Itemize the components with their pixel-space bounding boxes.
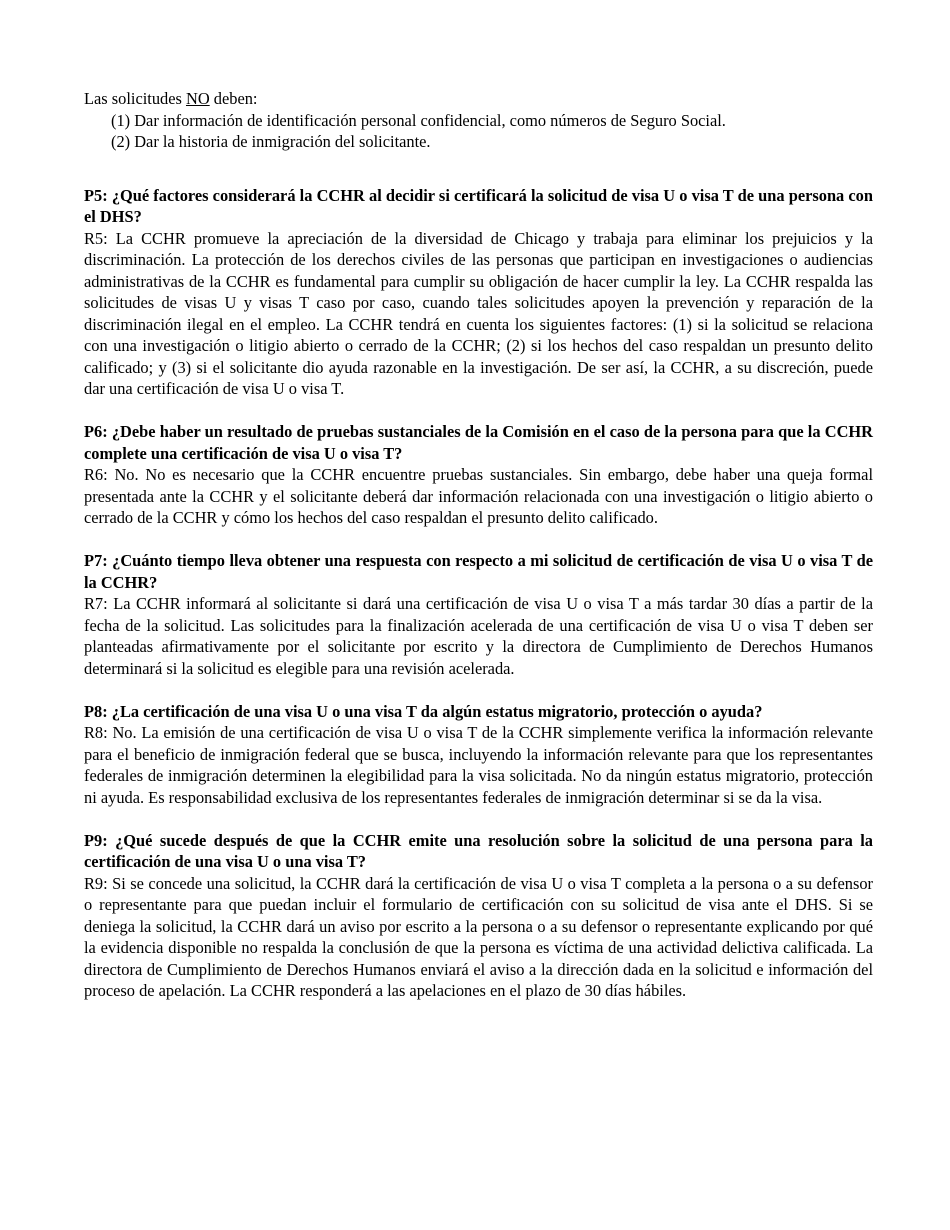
intro-section xyxy=(84,88,873,153)
intro-emphasis: NO xyxy=(185,89,210,108)
answer-r6: R6: No. No es necesario que la CCHR encuentre pruebas sustanciales. Sin embargo, debe haber una queja formal presentada ante la CCHR y el solicitante deberá dar información relacionada con una investigación o litigio abierto o cerrado de la CCHR y cómo los hechos del caso respaldan el presunto delito calificado. xyxy=(84,465,873,527)
intro-suffix: deben: xyxy=(213,89,258,108)
intro-prefix: Las solicitudes xyxy=(84,89,182,108)
list-item: (2) Dar la historia de inmigración del solicitante. xyxy=(111,132,431,151)
intro-list xyxy=(84,110,873,153)
question-p9: P9: ¿Qué sucede después de que la CCHR emite una resolución sobre la solicitud de una persona para la certificación de una visa U o una visa T? xyxy=(84,830,873,871)
qa-block-p5 xyxy=(84,185,873,400)
list-item: (1) Dar información de identificación personal confidencial, como números de Seguro Social. xyxy=(111,110,726,130)
question-p5: P5: ¿Qué factores considerará la CCHR al decidir si certificará la solicitud de visa U o visa T de una persona con el DHS? xyxy=(84,185,873,226)
intro-heading xyxy=(84,88,873,110)
answer-r9: R9: Si se concede una solicitud, la CCHR dará la certificación de visa U o visa T completa a la persona o a su defensor o representante para que puedan incluir el formulario de certificación con su solicitud de visa ante el DHS. Si se deniega la solicitud, la CCHR dará un aviso por escrito a la persona o a su defensor o representante explicando por qué la evidencia disponible no respalda la conclusión de que la persona es víctima de una actividad delictiva calificada. La directora de Cumplimiento de Derechos Humanos enviará el aviso a la dirección dada en la solicitud e información del proceso de apelación. La CCHR responderá a las apelaciones en el plazo de 30 días hábiles. xyxy=(84,873,873,1000)
question-p8: P8: ¿La certificación de una visa U o una visa T da algún estatus migratorio, protección o ayuda? xyxy=(84,701,763,721)
question-p7: P7: ¿Cuánto tiempo lleva obtener una respuesta con respecto a mi solicitud de certificación de visa U o visa T de la CCHR? xyxy=(84,551,873,592)
answer-r5: R5: La CCHR promueve la apreciación de la diversidad de Chicago y trabaja para eliminar los prejuicios y la discriminación. La protección de los derechos civiles de las personas que participan en investigaciones o audiencias administrativas de la CCHR es fundamental para cumplir su obligación de hacer cumplir la ley. La CCHR respalda las solicitudes de visas U y visas T caso por caso, cuando tales solicitudes apoyen la prevención y reparación de la discriminación ilegal en el empleo. La CCHR tendrá en cuenta los siguientes factores: (1) si la solicitud se relaciona con una investigación o litigio abierto o cerrado de la CCHR; (2) si los hechos del caso respaldan un presunto delito calificado; y (3) si el solicitante dio ayuda razonable en la investigación. De ser así, la CCHR, a su discreción, puede dar una certificación de visa U o visa T. xyxy=(84,228,873,398)
qa-block-p8 xyxy=(84,701,873,809)
question-p6: P6: ¿Debe haber un resultado de pruebas sustanciales de la Comisión en el caso de la persona para que la CCHR complete una certificación de visa U o visa T? xyxy=(84,422,873,463)
qa-block-p9 xyxy=(84,830,873,1002)
qa-block-p7 xyxy=(84,550,873,679)
answer-r7: R7: La CCHR informará al solicitante si dará una certificación de visa U o visa T a más tardar 30 días a partir de la fecha de la solicitud. Las solicitudes para la finalización acelerada de una certificación de visa U o visa T deben ser planteadas afirmativamente por el solicitante por escrito y la directora de Cumplimiento de Derechos Humanos determinará si la solicitud es elegible para una revisión acelerada. xyxy=(84,594,873,678)
answer-r8: R8: No. La emisión de una certificación de visa U o visa T de la CCHR simplemente verifica la información relevante para el beneficio de inmigración federal que se busca, incluyendo la información relevante para que los representantes federales de inmigración determinen la elegibilidad para la visa solicitada. No da ningún estatus migratorio, protección ni ayuda. Es responsabilidad exclusiva de los representantes federales de inmigración determinar si se da la visa. xyxy=(84,723,873,807)
qa-block-p6 xyxy=(84,421,873,529)
